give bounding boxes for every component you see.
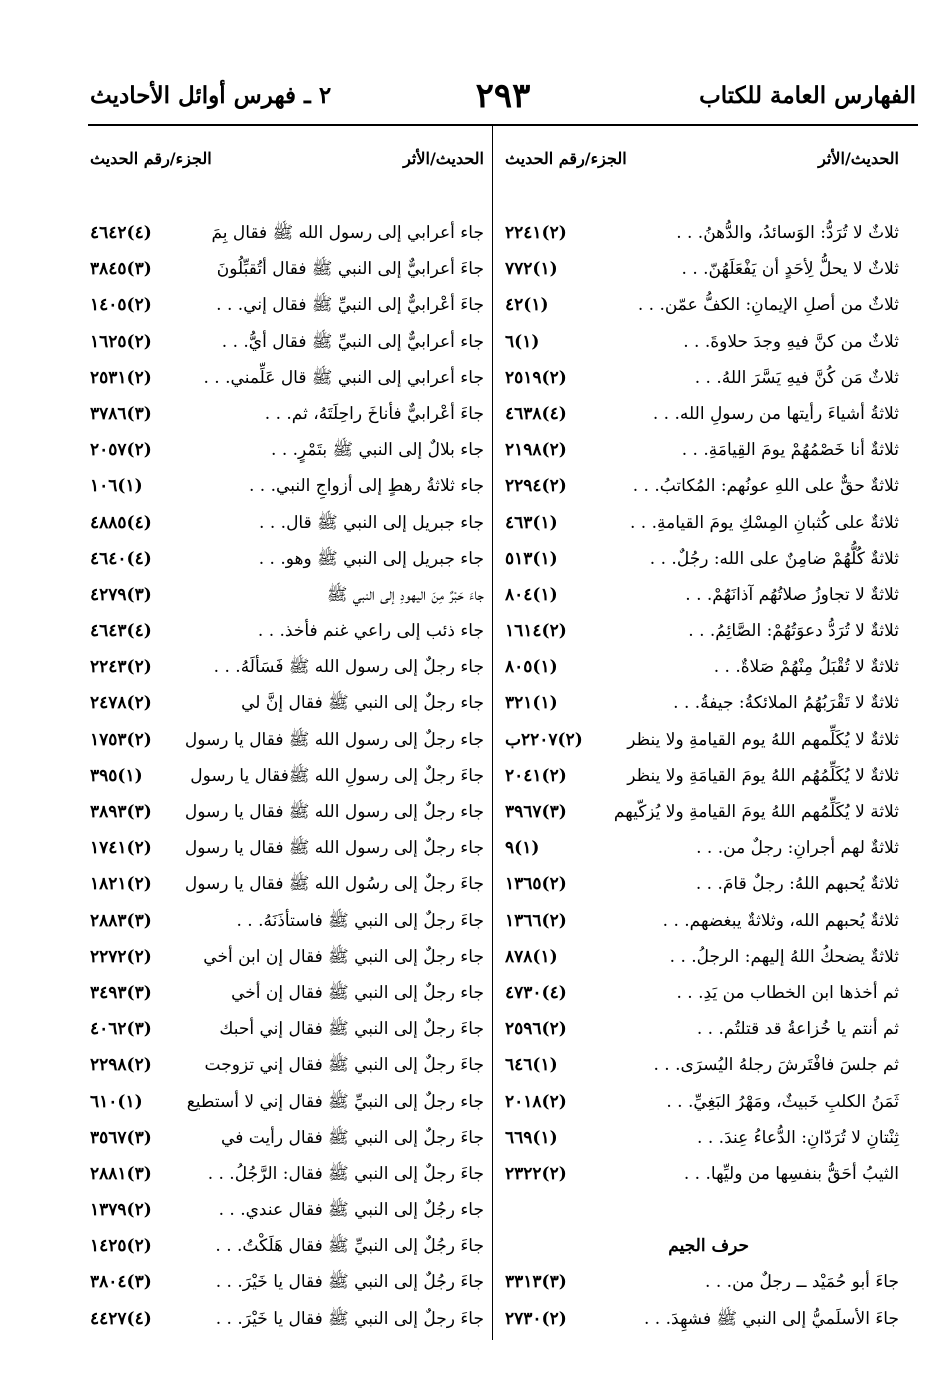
- hadith-reference: (١)٣٩٥: [90, 765, 143, 786]
- hadith-reference: (٣)٤٢٧٩: [90, 584, 152, 605]
- hadith-text: جاء رجلٌ إلى رسول الله ﷺ فقال يا رسول: [184, 838, 484, 859]
- hadith-text: جاء بلالٌ إلى النبي ﷺ بتَمْرٍ. . .: [271, 440, 484, 461]
- index-entry: [90, 541, 484, 577]
- hadith-reference: (٣)٢٨٨١: [90, 1163, 152, 1184]
- hadith-reference: (١)٦١٠: [90, 1091, 143, 1112]
- index-entry: [505, 1047, 899, 1083]
- hadith-reference: (٣)٣٨٠٤: [90, 1272, 152, 1293]
- index-entry: [90, 360, 484, 396]
- index-entry: [505, 1192, 899, 1228]
- index-entry: [505, 1264, 899, 1300]
- hadith-reference: (٢)١٨٢١: [90, 874, 152, 895]
- left-column: [90, 125, 484, 1337]
- hadith-reference: (٢)٢٠٤١: [505, 765, 567, 786]
- hadith-reference: (١)٤٦٣: [505, 512, 558, 533]
- hadith-reference: (٢)٢٠٥٧: [90, 440, 152, 461]
- hadith-text: جاءَ رجلٌ إلى رسُول الله ﷺ فقال يا رسول: [184, 874, 484, 895]
- hadith-text: جاء ذئب إلى راعي غنم فأخذ. . .: [257, 621, 484, 642]
- index-entry: [505, 866, 899, 902]
- hadith-text: ثلاثةٌ يُحبهم الله، وثلاثةٌ يبغضهم. . .: [662, 910, 899, 931]
- index-entry: [90, 1120, 484, 1156]
- hadith-text: جاءَ رجلٌ إلى النبي ﷺ فاستأذَنَهُ. . .: [236, 910, 484, 931]
- hadith-reference: (٣)٣٥٦٧: [90, 1127, 152, 1148]
- hadith-reference: (٤)٤٧٣٠: [505, 982, 567, 1003]
- hadith-text: جاءَ رجُلٌ إلى النبيِّ ﷺ فقال هَلَكْتُ. . .: [215, 1236, 484, 1257]
- left-entries: [90, 215, 484, 1337]
- index-entry: [90, 1047, 484, 1083]
- hadith-column-label: الحديث/الأثر: [818, 149, 899, 168]
- index-entry: [90, 468, 484, 504]
- hadith-reference: (٣)٢٨٨٣: [90, 910, 152, 931]
- index-entry: [505, 1120, 899, 1156]
- hadith-text: ثلاثةُ أشياءَ رأيتها من رسولِ الله. . .: [652, 403, 899, 424]
- hadith-reference: (٢)٢٥١٩: [505, 367, 567, 388]
- index-entry: [90, 215, 484, 251]
- hadith-text: ثلاثةٌ لا تَقْرَبُهُمُ الملائكةُ: جيفةُ. . .: [673, 693, 899, 714]
- header-section-title: ٢ ـ فهرس أوائل الأحاديث: [90, 82, 332, 109]
- ref-column-label: الجزء/رقم الحديث: [90, 149, 212, 168]
- hadith-reference: (٢)١٦٢٥: [90, 331, 152, 352]
- index-entry: [505, 1011, 899, 1047]
- hadith-reference: (٢)١٦١٤: [505, 621, 567, 642]
- index-entry: [505, 432, 899, 468]
- index-entry: [90, 975, 484, 1011]
- hadith-reference: (١)١٠٦: [90, 476, 143, 497]
- hadith-text: جاءَ رجلٌ إلى النبي ﷺ فقال رأيت في: [221, 1127, 484, 1148]
- index-entry: [505, 794, 899, 830]
- hadith-reference: (١)٣٢١: [505, 693, 558, 714]
- hadith-text: ثم أنتم يا خُزاعةُ قد قتلتُم. . .: [696, 1019, 899, 1040]
- hadith-reference: (١)٤٢: [505, 295, 549, 316]
- hadith-reference: (١)٨٧٨: [505, 946, 558, 967]
- hadith-reference: (٣)٣٣١٣: [505, 1272, 567, 1293]
- hadith-reference: (٢)١٣٦٦: [505, 910, 567, 931]
- index-entry: [90, 1011, 484, 1047]
- hadith-text: ثلاثةٌ يضحكُ اللهُ إليهم: الرجلُ. . .: [669, 946, 899, 967]
- index-entry: [90, 866, 484, 902]
- hadith-text: ثلاثٌ من كنَّ فيهِ وجدَ حلاوةَ. . .: [683, 331, 899, 352]
- hadith-column-label: الحديث/الأثر: [403, 149, 484, 168]
- hadith-text: ثلاثٌ لا يحلُّ لِأحَدٍ أن يَفْعَلَهُنّ. . .: [681, 259, 899, 280]
- hadith-reference: (٢)٢٤٧٨: [90, 693, 152, 714]
- page-number: ٢٩٣: [475, 76, 531, 116]
- hadith-text: ثلاثٌ لا تُرَدُّ: الوَسائدُ، والدُّهنُ. . .: [676, 223, 899, 243]
- index-entry: [90, 1264, 484, 1300]
- hadith-text: جاءَ رجُلٌ إلى النبي ﷺ فقال يا خَيْرَ. . .: [215, 1272, 484, 1293]
- hadith-text: ثلاثة لا يُكَلِّمُهم اللهُ يومَ القيامةِ ولا يُزكّيهم: [613, 802, 899, 822]
- hadith-text: ثلاثةٌ حقٌّ على اللهِ عونُهم: المُكاتبُ. . .: [632, 476, 899, 497]
- hadith-reference: (٢)٢٥٣١: [90, 367, 152, 388]
- hadith-reference: (٣)٣٨٤٥: [90, 259, 152, 280]
- index-entry: [505, 903, 899, 939]
- hadith-reference: (١)٥١٣: [505, 548, 558, 569]
- hadith-text: ثلاثٌ من أصلِ الإيمانِ: الكفُّ عمّن. . .: [637, 295, 899, 316]
- index-entry: [505, 396, 899, 432]
- hadith-reference: (١)٦٦٩: [505, 1127, 558, 1148]
- hadith-reference: (٢)٢١٩٨: [505, 440, 567, 461]
- hadith-reference: (٤)٤٤٢٧: [90, 1308, 152, 1329]
- hadith-reference: (٢)٢٧٣٠: [505, 1308, 567, 1329]
- index-entry: [505, 1084, 899, 1120]
- column-divider: [492, 125, 493, 1340]
- index-entry: [505, 360, 899, 396]
- index-entry: [505, 685, 899, 721]
- hadith-reference: (١)٨٠٤: [505, 584, 558, 605]
- hadith-reference: (١)٦٤٦: [505, 1055, 558, 1076]
- index-entry: [505, 541, 899, 577]
- page-header: [90, 78, 916, 118]
- index-entry: [505, 287, 899, 323]
- hadith-text: جاء رجلٌ إلى رسول الله ﷺ فَسَألَهُ. . .: [213, 657, 484, 678]
- hadith-reference: (٤)٤٦٤٢: [90, 223, 152, 243]
- hadith-reference: (٢)٢٢٤١: [505, 223, 567, 243]
- index-entry: [505, 975, 899, 1011]
- index-entry: [90, 758, 484, 794]
- index-entry: [505, 251, 899, 287]
- hadith-reference: (١)٧٧٢: [505, 259, 558, 280]
- index-entry: [90, 649, 484, 685]
- right-entries: [505, 215, 899, 1337]
- hadith-text: جاء رجلٌ إلى رسول الله ﷺ فقال يا رسول: [184, 729, 484, 750]
- index-entry: [90, 287, 484, 323]
- hadith-text: ثَمَنُ الكلبِ خَبيثٌ، ومَهْرُ البَغِيِّ. . .: [666, 1091, 899, 1112]
- hadith-text: جاء ثلاثةُ رهطٍ إلى أزواجِ النبي. . .: [249, 476, 484, 497]
- index-entry: [90, 396, 484, 432]
- hadith-text: جاءَ رجلٌ إلى النبي ﷺ فقال إني تزوجت: [204, 1055, 484, 1076]
- hadith-reference: (٤)٤٦٣٨: [505, 403, 567, 424]
- hadith-reference: (٢)٢٢٧٢: [90, 946, 152, 967]
- index-entry: [90, 903, 484, 939]
- hadith-reference: (٢)١٧٥٣: [90, 729, 152, 750]
- hadith-text: ثلاثةٌ على كُثبانِ المِسْكِ يومَ القيامةِ. . .: [629, 512, 899, 533]
- hadith-reference: (٢)١٣٧٩: [90, 1200, 152, 1221]
- index-entry: [90, 577, 484, 613]
- hadith-text: جاءَ رجلٌ إلى النبي ﷺ فقال: الرَّجُلُ. . .: [207, 1163, 484, 1184]
- hadith-text: جاءَ رجلٌ إلى رسولِ الله ﷺفقال يا رسول: [190, 765, 484, 786]
- hadith-text: جاء رجلٌ إلى رسول الله ﷺ فقال يا رسول: [184, 802, 484, 822]
- hadith-reference: (٢)٢٥٩٦: [505, 1019, 567, 1040]
- hadith-text: جاءَ أعرابيٌّ إلى النبي ﷺ فقال أتُقبِّلُونَ: [216, 259, 484, 280]
- header-book-title: الفهارس العامة للكتاب: [699, 82, 916, 109]
- index-entry: [90, 1156, 484, 1192]
- hadith-reference: (٢)٢٢٠٧ب: [505, 729, 583, 750]
- index-entry: [505, 577, 899, 613]
- index-entry: [505, 830, 899, 866]
- section-heading: [505, 1228, 899, 1264]
- hadith-reference: (٣)٣٨٩٣: [90, 802, 152, 822]
- hadith-text: جاء أعرابيٌّ إلى النبيِّ ﷺ فقال أيُّ. . .: [221, 331, 484, 352]
- hadith-text: ثلاثةٌ يُحبهم اللهُ: رجلٌ قامَ. . .: [695, 874, 899, 895]
- hadith-reference: (٣)٣٩٦٧: [505, 802, 567, 822]
- hadith-text: جاء رجلٌ إلى النبي ﷺ فقال إن أخي: [231, 982, 484, 1003]
- index-entry: [505, 939, 899, 975]
- index-entry: [505, 468, 899, 504]
- hadith-text: ثلاثٌ مَن كُنَّ فيهِ يَسَّرَ اللهُ. . .: [694, 367, 899, 388]
- index-entry: [90, 251, 484, 287]
- hadith-reference: (٤)٤٨٨٥: [90, 512, 152, 533]
- right-column: [505, 125, 899, 1337]
- ref-column-label: الجزء/رقم الحديث: [505, 149, 627, 168]
- right-column-header: [505, 125, 899, 187]
- hadith-reference: (٣)٣٧٨٦: [90, 403, 152, 424]
- index-entry: [90, 939, 484, 975]
- index-entry: [505, 1301, 899, 1337]
- index-entry: [90, 505, 484, 541]
- hadith-reference: (١)٦: [505, 331, 540, 352]
- index-entry: [505, 613, 899, 649]
- hadith-reference: (٤)٤٦٤٠: [90, 548, 152, 569]
- index-entry: [505, 505, 899, 541]
- index-entry: [90, 722, 484, 758]
- hadith-text: ثلاثةٌ لا تجاوزُ صلاتُهُم آذانَهُمْ. . .: [685, 584, 899, 605]
- index-entry: [505, 649, 899, 685]
- hadith-text: جاء أعرابي إلى النبي ﷺ قال عَلِّمني. . .: [203, 367, 484, 388]
- index-entry: [505, 722, 899, 758]
- hadith-text: ثلاثةٌ أنا خَصْمُهُمْ يومَ القِيامَةِ. . .: [681, 440, 899, 461]
- index-entry: [505, 758, 899, 794]
- hadith-reference: (٢)١٤٢٥: [90, 1236, 152, 1257]
- hadith-reference: (٢)٢٢٩٨: [90, 1055, 152, 1076]
- hadith-text: ثلاثةٌ لا يُكَلِّمُهُم اللهُ يومَ القيامَةِ ولا ينظر: [627, 765, 899, 786]
- hadith-text: ثلاثةٌ لا تُقْبَلُ مِنْهُمْ صَلاةٌ. . .: [713, 657, 899, 678]
- hadith-text: ثِنْتانِ لا تُرَدّانِ: الدُّعاءُ عِندَ. . .: [697, 1127, 899, 1148]
- hadith-text: جاء رجلٌ إلى النبي ﷺ فقال إن ابن أخي: [203, 946, 484, 967]
- hadith-text: جاء رجلٌ إلى النبي ﷺ فقال إنَّ لي: [241, 693, 484, 714]
- hadith-text: جاءَ رجلٌ إلى النبي ﷺ فقال إني أحبك: [219, 1019, 484, 1040]
- hadith-reference: (٣)٣٤٩٣: [90, 982, 152, 1003]
- hadith-text: جاء جبريل إلى النبي ﷺ وهو. . .: [258, 548, 484, 569]
- hadith-reference: (٢)٢٣٢٢: [505, 1163, 567, 1184]
- index-entry: [90, 1228, 484, 1264]
- index-entry: [505, 324, 899, 360]
- hadith-text: جاءَ أعْرابيٌّ إلى النبيِّ ﷺ فقال إني. . .: [216, 295, 484, 316]
- hadith-text: جاءَ حَبْرٌ مِنَ اليهودِ إلى النبي ﷺ: [326, 584, 484, 605]
- hadith-reference: (٤)٤٦٤٣: [90, 621, 152, 642]
- hadith-text: ثم جلسَ فافْتَرشَ رجلهُ اليُسرَى. . .: [653, 1055, 899, 1076]
- hadith-reference: (٢)١٤٠٥: [90, 295, 152, 316]
- hadith-text: جاء رجُلٌ إلى النبي ﷺ فقال عندي. . .: [218, 1200, 484, 1221]
- index-entry: [90, 613, 484, 649]
- hadith-reference: (٢)١٧٤١: [90, 838, 152, 859]
- index-entry: [90, 794, 484, 830]
- hadith-text: الثيبُ أحَقُّ بنفسِها من وليِّها. . .: [683, 1163, 899, 1184]
- hadith-text: ثلاثةٌ كُلُّهُمْ ضامِنٌ على الله: رجُلٌ. . .: [649, 548, 899, 569]
- hadith-reference: (٢)٢٢٤٣: [90, 657, 152, 678]
- index-entry: [505, 1156, 899, 1192]
- hadith-reference: (٢)٢٠١٨: [505, 1091, 567, 1112]
- hadith-text: ثلاثةٌ لا يُكَلِّمهم اللهُ يوم القيامةِ ولا ينظر: [627, 729, 899, 750]
- hadith-text: حرف الجيم: [668, 1236, 749, 1257]
- hadith-reference: (١)٨٠٥: [505, 657, 558, 678]
- hadith-reference: (٢)٢٢٩٤: [505, 476, 567, 497]
- index-entry: [90, 1084, 484, 1120]
- hadith-text: جاءَ أعْرابيٌّ فأناخَ راحِلَتَهُ، ثم. . .: [264, 403, 484, 424]
- hadith-text: جاء رجلٌ إلى النبيِّ ﷺ فقال إني لا أستطيع: [186, 1091, 484, 1112]
- hadith-reference: (٣)٤٠٦٢: [90, 1019, 152, 1040]
- hadith-text: جاءَ الأسلَميُّ إلى النبي ﷺ فشهِدَ. . .: [644, 1308, 899, 1329]
- hadith-text: جاء أعرابي إلى رسول الله ﷺ فقال بِمَ: [211, 223, 484, 243]
- hadith-reference: (٢)١٣٦٥: [505, 874, 567, 895]
- index-entry: [505, 215, 899, 251]
- hadith-reference: (١)٩: [505, 838, 540, 859]
- hadith-text: جاء جبريل إلى النبي ﷺ قال. . .: [259, 512, 484, 533]
- hadith-text: ثلاثةٌ لهم أجرانِ: رجلٌ من. . .: [696, 838, 899, 859]
- hadith-text: ثلاثةٌ لا تُرَدُّ دعوَتُهُمْ: الصَّائِمُ. . .: [688, 621, 899, 642]
- hadith-text: ثم أخذها ابن الخطاب من يَدِ. . .: [676, 982, 899, 1003]
- index-entry: [90, 1301, 484, 1337]
- hadith-text: جاءَ أبو حُمَيْد ــ رجلٌ من. . .: [705, 1272, 899, 1293]
- index-entry: [90, 685, 484, 721]
- hadith-text: جاءَ رجلٌ إلى النبي ﷺ فقال يا خَيْرَ. . .: [215, 1308, 484, 1329]
- index-entry: [90, 1192, 484, 1228]
- index-entry: [90, 324, 484, 360]
- index-entry: [90, 830, 484, 866]
- index-entry: [90, 432, 484, 468]
- left-column-header: [90, 125, 484, 187]
